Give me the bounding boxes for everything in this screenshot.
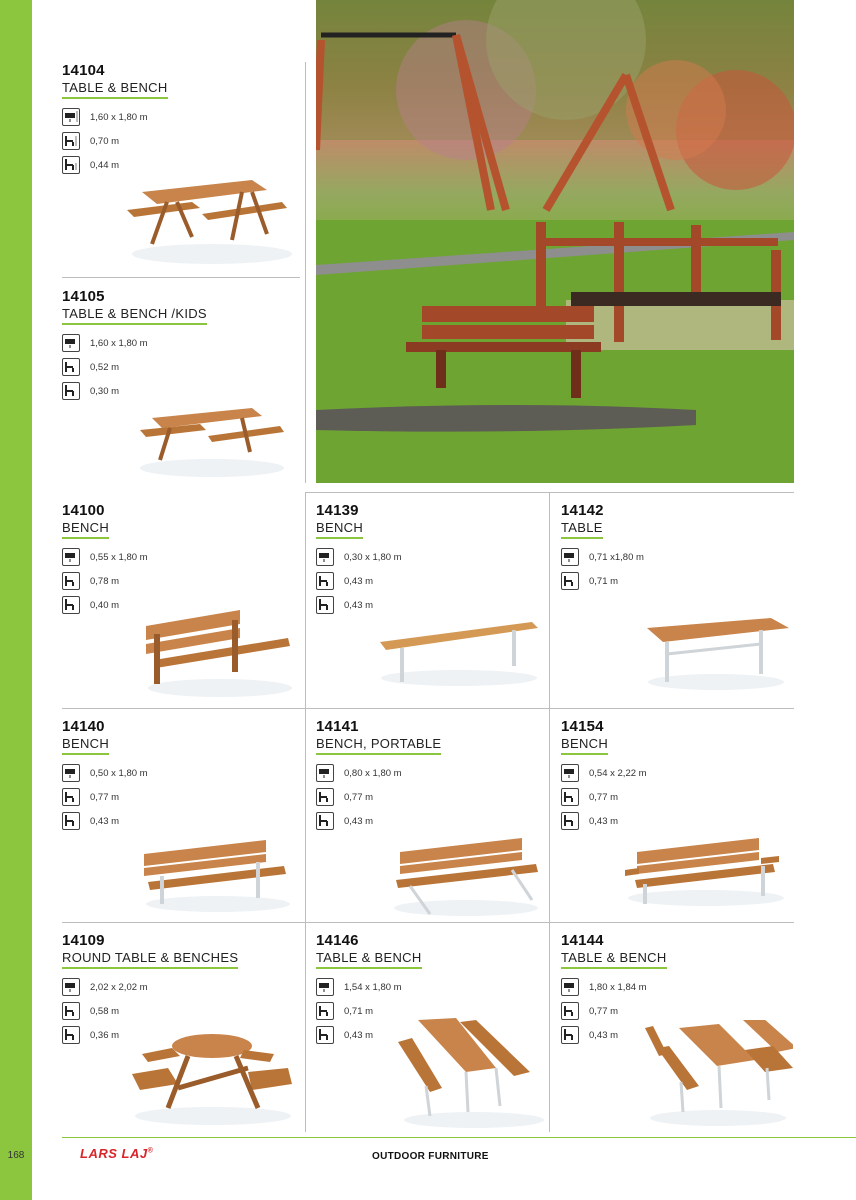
- spec-dimensions-value: 0,80 x 1,80 m: [344, 767, 402, 779]
- spec-dimensions: [561, 764, 647, 782]
- divider: [305, 62, 306, 483]
- table-height-icon: [62, 358, 80, 376]
- product-14140: [62, 718, 300, 918]
- spec-dimensions: [316, 978, 402, 996]
- spec-table-height-value: 0,77 m: [344, 791, 374, 803]
- seat-height-icon: [316, 812, 334, 830]
- spec-dimensions-value: 0,54 x 2,22 m: [589, 767, 647, 779]
- table-height-icon: [561, 572, 579, 590]
- table-top-dimension-icon: [62, 108, 80, 126]
- spec-seat-height: [62, 156, 119, 174]
- product-14109: [62, 932, 300, 1132]
- spec-dimensions-value: 0,71 x1,80 m: [589, 551, 644, 563]
- spec-seat-height-value: 0,43 m: [344, 815, 374, 827]
- product-name: TABLE & BENCH /KIDS: [62, 306, 207, 325]
- seat-height-icon: [62, 156, 80, 174]
- spec-table-height: [316, 1002, 373, 1020]
- spec-dimensions: [62, 978, 148, 996]
- product-name: BENCH, PORTABLE: [316, 736, 441, 755]
- seat-height-icon: [62, 812, 80, 830]
- product-14146: [316, 932, 546, 1132]
- spec-seat-height-value: 0,40 m: [90, 599, 120, 611]
- spec-table-height-value: 0,71 m: [589, 575, 619, 587]
- spec-seat-height-value: 0,43 m: [344, 599, 374, 611]
- spec-seat-height: [62, 382, 119, 400]
- product-code: 14100: [62, 502, 105, 519]
- product-image-bench: [138, 830, 298, 915]
- product-14105: [62, 288, 302, 483]
- seat-height-icon: [316, 1026, 334, 1044]
- spec-table-height-value: 0,77 m: [589, 791, 619, 803]
- spec-table-height-value: 0,78 m: [90, 575, 120, 587]
- product-code: 14146: [316, 932, 359, 949]
- spec-seat-height: [62, 812, 119, 830]
- spec-dimensions: [62, 108, 148, 126]
- spec-dimensions: [316, 764, 402, 782]
- spec-seat-height: [316, 812, 373, 830]
- table-height-icon: [316, 788, 334, 806]
- spec-seat-height: [62, 596, 119, 614]
- table-top-dimension-icon: [62, 978, 80, 996]
- spec-table-height-value: 0,52 m: [90, 361, 120, 373]
- table-height-icon: [561, 788, 579, 806]
- product-code: 14109: [62, 932, 105, 949]
- spec-table-height: [62, 572, 119, 590]
- product-image-table-bench: [122, 172, 292, 267]
- table-top-dimension-icon: [316, 978, 334, 996]
- playground-bench-photo: [316, 0, 794, 483]
- table-height-icon: [62, 1002, 80, 1020]
- seat-height-icon: [561, 812, 579, 830]
- section-title: OUTDOOR FURNITURE: [372, 1151, 489, 1162]
- spec-table-height: [62, 132, 119, 150]
- spec-dimensions-value: 0,50 x 1,80 m: [90, 767, 148, 779]
- product-14154: [561, 718, 793, 918]
- product-14104: [62, 62, 302, 272]
- table-top-dimension-icon: [561, 764, 579, 782]
- product-code: 14154: [561, 718, 604, 735]
- table-top-dimension-icon: [62, 334, 80, 352]
- spec-table-height-value: 0,71 m: [344, 1005, 374, 1017]
- seat-height-icon: [62, 1026, 80, 1044]
- spec-table-height: [62, 358, 119, 376]
- table-top-dimension-icon: [561, 548, 579, 566]
- spec-dimensions-value: 1,80 x 1,84 m: [589, 981, 647, 993]
- seat-height-icon: [62, 382, 80, 400]
- table-top-dimension-icon: [316, 764, 334, 782]
- spec-dimensions-value: 0,55 x 1,80 m: [90, 551, 148, 563]
- spec-dimensions-value: 1,60 x 1,80 m: [90, 111, 148, 123]
- product-code: 14142: [561, 502, 604, 519]
- product-image-kids-table-bench: [132, 400, 292, 480]
- product-code: 14104: [62, 62, 105, 79]
- divider: [62, 277, 300, 278]
- brand-logo: [80, 1146, 153, 1161]
- table-height-icon: [62, 572, 80, 590]
- table-height-icon: [561, 1002, 579, 1020]
- spec-dimensions-value: 1,60 x 1,80 m: [90, 337, 148, 349]
- page-number: 168: [7, 1150, 25, 1161]
- spec-table-height: [316, 788, 373, 806]
- product-14139: [316, 502, 546, 702]
- spec-seat-height-value: 0,43 m: [90, 815, 120, 827]
- spec-seat-height: [316, 596, 373, 614]
- spec-seat-height: [62, 1026, 119, 1044]
- product-14100: [62, 502, 300, 702]
- spec-seat-height: [316, 1026, 373, 1044]
- product-image-table-bench: [643, 1020, 793, 1128]
- product-name: BENCH: [62, 736, 109, 755]
- spec-table-height: [316, 572, 373, 590]
- spec-dimensions: [62, 764, 148, 782]
- table-top-dimension-icon: [62, 548, 80, 566]
- spec-dimensions-value: 2,02 x 2,02 m: [90, 981, 148, 993]
- spec-table-height-value: 0,77 m: [90, 791, 120, 803]
- table-height-icon: [316, 1002, 334, 1020]
- spec-dimensions: [62, 334, 148, 352]
- table-height-icon: [62, 788, 80, 806]
- green-side-bar: [0, 0, 32, 1200]
- product-name: ROUND TABLE & BENCHES: [62, 950, 238, 969]
- spec-seat-height-value: 0,44 m: [90, 159, 120, 171]
- spec-seat-height-value: 0,43 m: [589, 1029, 619, 1041]
- product-14144: [561, 932, 793, 1132]
- table-top-dimension-icon: [316, 548, 334, 566]
- spec-seat-height-value: 0,43 m: [344, 1029, 374, 1041]
- footer-divider: [62, 1137, 856, 1138]
- table-height-icon: [316, 572, 334, 590]
- seat-height-icon: [62, 596, 80, 614]
- product-image-table-bench: [396, 1016, 546, 1131]
- spec-dimensions: [316, 548, 402, 566]
- spec-table-height: [561, 1002, 618, 1020]
- table-top-dimension-icon: [561, 978, 579, 996]
- divider: [62, 708, 794, 709]
- divider: [306, 492, 794, 493]
- product-name: BENCH: [561, 736, 608, 755]
- table-top-dimension-icon: [62, 764, 80, 782]
- divider: [305, 492, 306, 1132]
- product-image-bench: [374, 618, 544, 688]
- spec-table-height: [62, 788, 119, 806]
- spec-table-height-value: 0,70 m: [90, 135, 120, 147]
- spec-seat-height: [561, 1026, 618, 1044]
- product-name: TABLE: [561, 520, 603, 539]
- spec-table-height-value: 0,58 m: [90, 1005, 120, 1017]
- product-14142: [561, 502, 793, 702]
- spec-dimensions: [561, 978, 647, 996]
- spec-seat-height: [561, 812, 618, 830]
- spec-table-height-value: 0,43 m: [344, 575, 374, 587]
- product-14141: [316, 718, 546, 918]
- seat-height-icon: [561, 1026, 579, 1044]
- spec-dimensions: [62, 548, 148, 566]
- divider: [549, 492, 550, 1132]
- divider: [62, 922, 794, 923]
- spec-dimensions-value: 1,54 x 1,80 m: [344, 981, 402, 993]
- product-image-bench: [621, 830, 791, 910]
- product-name: TABLE & BENCH: [316, 950, 422, 969]
- spec-table-height: [62, 1002, 119, 1020]
- product-code: 14141: [316, 718, 359, 735]
- table-height-icon: [62, 132, 80, 150]
- product-code: 14144: [561, 932, 604, 949]
- spec-dimensions: [561, 548, 644, 566]
- product-name: BENCH: [316, 520, 363, 539]
- spec-seat-height-value: 0,30 m: [90, 385, 120, 397]
- product-image-round-table: [128, 1028, 298, 1128]
- spec-seat-height-value: 0,43 m: [589, 815, 619, 827]
- product-code: 14140: [62, 718, 105, 735]
- spec-table-height-value: 0,77 m: [589, 1005, 619, 1017]
- product-image-table: [641, 614, 791, 694]
- spec-dimensions-value: 0,30 x 1,80 m: [344, 551, 402, 563]
- product-code: 14105: [62, 288, 105, 305]
- product-name: TABLE & BENCH: [62, 80, 168, 99]
- spec-seat-height-value: 0,36 m: [90, 1029, 120, 1041]
- product-name: TABLE & BENCH: [561, 950, 667, 969]
- spec-table-height: [561, 572, 618, 590]
- product-image-bench: [140, 604, 300, 699]
- seat-height-icon: [316, 596, 334, 614]
- product-name: BENCH: [62, 520, 109, 539]
- product-code: 14139: [316, 502, 359, 519]
- registered-mark: ®: [147, 1147, 154, 1155]
- brand-name: LARS LAJ: [80, 1146, 148, 1161]
- spec-table-height: [561, 788, 618, 806]
- product-image-bench: [386, 830, 546, 920]
